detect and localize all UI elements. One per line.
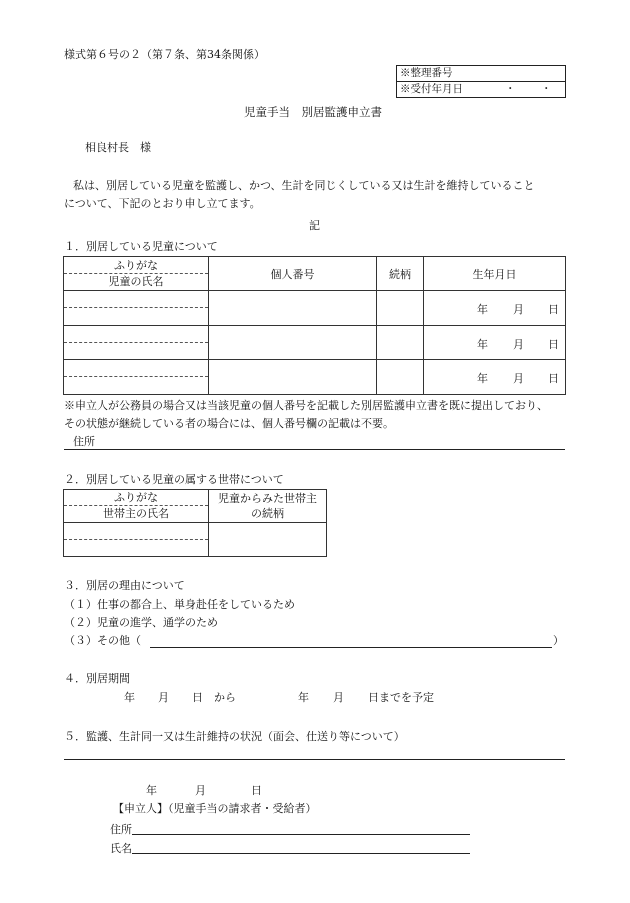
ki-mark: 記 [309,219,320,232]
reason-option-2[interactable]: （２）児童の進学、通学のため [64,616,218,629]
birthdate-cell[interactable] [424,326,566,360]
applicant-label: 【申立人】（児童手当の請求者・受給者） [113,802,317,815]
head-relation-cell[interactable] [209,523,327,557]
mynumber-note-line1: ※申立人が公務員の場合又は当該児童の個人番号を記載した別居監護申立書を既に提出しており、 [64,399,548,412]
reference-number-label: ※整理番号 [400,67,453,79]
head-relation-header [209,490,327,523]
reason-option-1[interactable]: （１）仕事の都合上、単身赴任をしているため [64,598,295,611]
section4-heading: ４．別居期間 [64,672,130,685]
birthdate-header: 生年月日 [424,257,566,291]
month-label: 月 [513,372,524,385]
month-label: 月 [513,338,524,351]
household-head-header [64,490,209,523]
day-label: 日 [548,303,559,316]
period-from-day: 日 [192,691,203,704]
year-label: 年 [477,303,488,316]
office-use-box [396,65,566,98]
mynumber-cell[interactable] [209,360,377,395]
mynumber-cell[interactable] [209,291,377,326]
body-text-line1: 私は、別居している児童を監護し、かつ、生計を同じくしている又は生計を維持していること [73,179,535,192]
reason-other-line[interactable] [150,647,552,648]
section1-address-line[interactable] [64,449,565,450]
date-dot: ・ [541,83,552,95]
section1-address-label: 住所 [73,435,95,448]
relation-cell[interactable] [377,291,424,326]
applicant-address-line[interactable] [132,834,470,835]
year-label: 年 [477,372,488,385]
table-row [64,360,566,395]
document-title: 児童手当 別居監護申立書 [244,105,382,119]
signature-year: 年 [146,784,157,797]
household-table [63,489,327,557]
child-name-cell[interactable] [64,291,209,326]
period-to-day-text: 日までを予定 [368,691,434,704]
child-name-cell[interactable] [64,326,209,360]
addressee: 相良村長 様 [85,141,151,154]
signature-month: 月 [195,784,206,797]
day-label: 日 [548,338,559,351]
furigana-header: ふりがな [64,490,208,506]
period-from-month: 月 [158,691,169,704]
section1-heading: １．別居している児童について [64,240,218,253]
period-to-month: 月 [333,691,344,704]
section5-heading: ５．監護、生計同一又は生計維持の状況（面会、仕送り等について） [64,730,405,743]
mynumber-cell[interactable] [209,326,377,360]
children-table [63,256,566,395]
head-name-header: 世帯主の氏名 [103,507,169,520]
body-text-line2: について、下記のとおり申し立てます。 [64,197,261,210]
day-label: 日 [548,372,559,385]
date-dot: ・ [505,83,516,95]
relation-cell[interactable] [377,326,424,360]
head-name-cell[interactable] [64,523,209,557]
table-row [64,326,566,360]
birthdate-cell[interactable] [424,360,566,395]
year-label: 年 [477,338,488,351]
table-row [64,523,327,557]
head-relation-header-line1: 児童からみた世帯主 [218,492,317,505]
period-to-year: 年 [298,691,309,704]
applicant-name-line[interactable] [132,853,470,854]
signature-day: 日 [251,784,262,797]
section5-answer-line[interactable] [64,759,565,760]
mynumber-header: 個人番号 [209,257,377,291]
relation-cell[interactable] [377,360,424,395]
period-from-year: 年 [124,691,135,704]
period-from-text: から [214,691,236,704]
receipt-date-row [397,81,565,97]
receipt-date-label: ※受付年月日 [400,83,463,95]
birthdate-cell[interactable] [424,291,566,326]
mynumber-note-line2: その状態が継続している者の場合には、個人番号欄の記載は不要。 [64,417,394,430]
applicant-name-label: 氏名 [110,842,132,855]
applicant-address-label: 住所 [110,823,132,836]
head-relation-header-line2: の続柄 [251,507,284,520]
furigana-header: ふりがな [64,258,208,274]
child-name-cell[interactable] [64,360,209,395]
section3-heading: ３．別居の理由について [64,579,185,592]
reason-option-3[interactable]: （３）その他（ [64,634,141,647]
reason-other-close: ） [553,634,564,647]
children-name-header [64,257,209,291]
relation-header: 続柄 [377,257,424,291]
child-name-header: 児童の氏名 [108,274,164,288]
section2-heading: ２．別居している児童の属する世帯について [64,473,284,486]
reference-number-row [397,66,565,81]
form-number: 様式第６号の２（第７条、第34条関係） [64,48,265,61]
month-label: 月 [513,303,524,316]
table-row [64,291,566,326]
